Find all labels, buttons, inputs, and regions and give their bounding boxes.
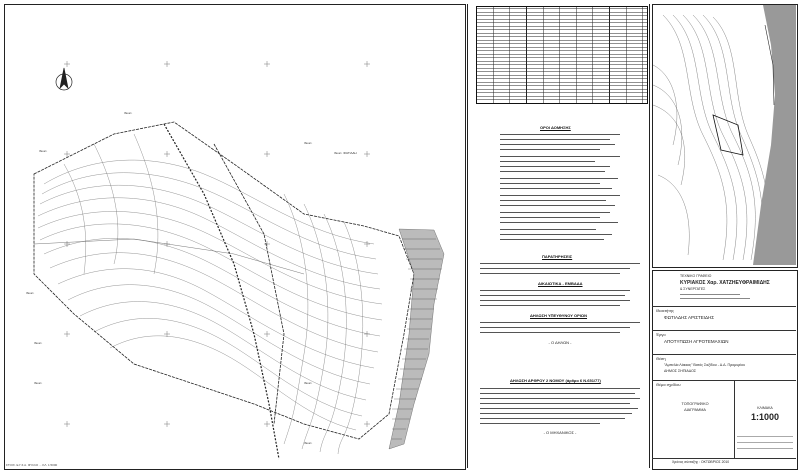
owner-label: Ιδιοκτήτης [656, 308, 674, 313]
engineer-signature-label: - Ο ΜΗΧΑΝΙΚΟΣ - [543, 430, 577, 435]
drawing-title-2: ΔΙΑΓΡΑΜΜΑ [684, 408, 706, 412]
municipality-name: ΔΗΜΟΣ ΣΗΠΙΑΔΟΣ [664, 369, 697, 373]
north-arrow [56, 68, 72, 90]
location-map [653, 5, 796, 265]
notes-section-law: ΔΗΛΩΣΗ ΑΡΘΡΟΥ 2 ΝΟΜΟΥ (άρθρο 6 Ν.651/77) [510, 378, 601, 383]
parcel-boundary [34, 122, 414, 439]
drawing-title-1: ΤΟΠΟΓΡΑΦΙΚΟ [681, 402, 709, 406]
project-label: Έργο [656, 332, 666, 337]
svg-text:Ιδιοκτ.: Ιδιοκτ. [34, 381, 43, 385]
topographic-map [4, 4, 464, 468]
location-label: Θέση [656, 356, 666, 361]
office-label: ΤΕΧΝΙΚΟ ΓΡΑΦΕΙΟ [680, 274, 712, 278]
svg-text:Ιδιοκτ.: Ιδιοκτ. [304, 141, 313, 145]
contour-lines [38, 134, 382, 454]
slope-hatching [389, 229, 444, 449]
grid-crosses [64, 61, 370, 427]
scale-label: ΚΛΙΜΑΚΑ [757, 406, 773, 410]
svg-text:Ιδιοκτ.: Ιδιοκτ. [26, 291, 35, 295]
drawing-label: Θέμα σχεδίου [656, 382, 681, 387]
project-name: ΑΠΟΤΥΠΩΣΗ ΑΓΡΟΤΕΜΑΧΙΩΝ [664, 339, 729, 344]
svg-text:Ιδιοκτ.: Ιδιοκτ. [39, 149, 48, 153]
map-footer-text: ΣΤΟΙΧ. Ε.Γ.Σ.Α. ΦΥΛΛΟ ... ΚΛ. 1:5000 [6, 463, 58, 467]
svg-text:Ιδιοκτ.: Ιδιοκτ. [34, 341, 43, 345]
date-label: Χρόνος σύνταξης : ΟΚΤΩΒΡΙΟΣ 2010 [672, 460, 730, 464]
notes-section-ownership: ΔΙΚΑΙΩΤΙΚΑ - ΕΜΒΑΔΑ [538, 281, 583, 286]
declarant-signature-label: - Ο ΔΗΛΩΝ - [548, 340, 572, 345]
notes-section-area: ΟΡΟΙ ΔΟΜΗΣΗΣ [540, 125, 571, 130]
svg-text:Ιδιοκτ.: Ιδιοκτ. [304, 381, 313, 385]
notes-section-responsible: ΔΗΛΩΣΗ ΥΠΕΥΘΥΝΟΥ ΟΡΙΩΝ [530, 313, 588, 318]
svg-text:Ιδιοκτ. ΦΩΤΙΑΔΗ: Ιδιοκτ. ΦΩΤΙΑΔΗ [334, 151, 357, 155]
svg-text:Ιδιοκτ.: Ιδιοκτ. [124, 111, 133, 115]
engineer-sub: & ΣΥΝΕΡΓΑΤΕΣ [680, 287, 706, 291]
notes-section-statement: ΠΑΡΑΤΗΡΗΣΕΙΣ [542, 254, 573, 259]
owner-name: ΦΩΤΙΑΔΗΣ ΑΡΙΣΤΕΙΔΗΣ [664, 315, 715, 320]
svg-text:Ιδιοκτ.: Ιδιοκτ. [304, 441, 313, 445]
location-name: "Αμπελία Λάκκας" Βατός Σαξίδου - Δ.Δ. Προμυρίου [664, 363, 745, 367]
coordinates-table [476, 6, 648, 104]
scale-value: 1:1000 [750, 412, 780, 422]
engineer-name: ΚΥΡΙΑΚΟΣ Χαρ. ΧΑΤΖΗΕΥΦΡΑΙΜΙΔΗΣ [680, 280, 770, 286]
